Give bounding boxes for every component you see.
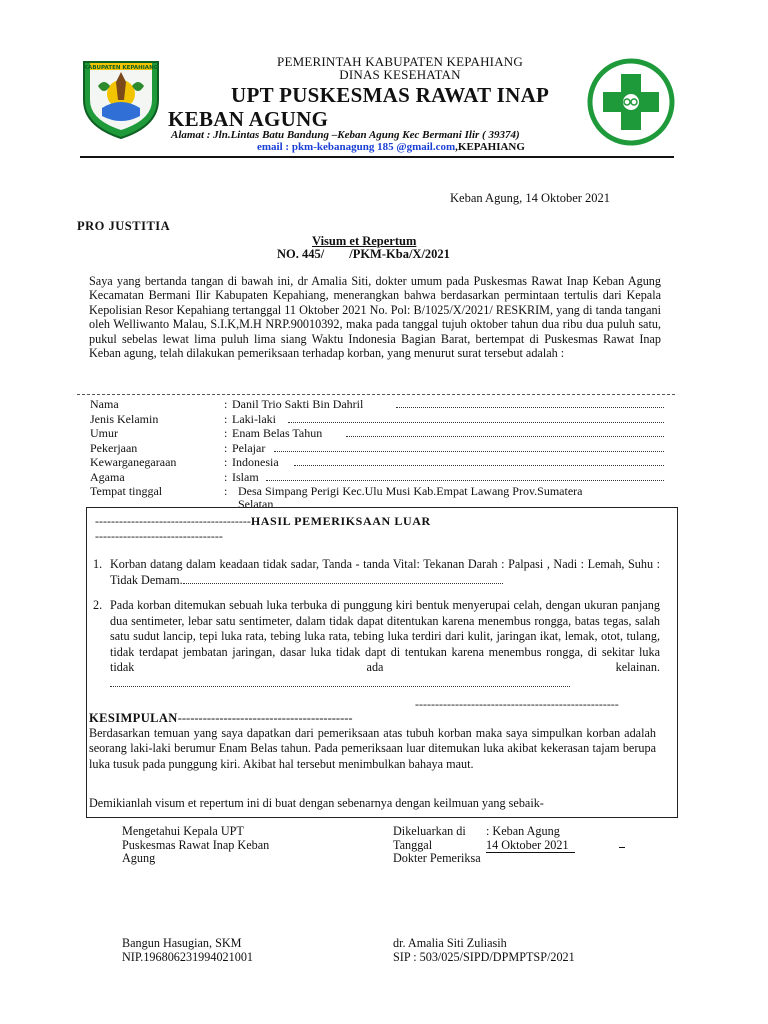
header-government: PEMERINTAH KABUPATEN KEPAHIANG bbox=[277, 54, 523, 69]
identity-value: Laki-laki bbox=[232, 411, 276, 426]
hasil-heading: HASIL PEMERIKSAAN LUAR bbox=[250, 514, 431, 528]
date-value: 14 Oktober 2021 bbox=[486, 839, 575, 854]
pro-justitia: PRO JUSTITIA bbox=[77, 219, 171, 233]
date-underline-mark bbox=[619, 847, 625, 848]
intro-paragraph: Saya yang bertanda tangan di bawah ini, dr Amalia Siti, dokter umum pada Puskesmas Rawat Inap Keban Agung Kecamatan Bermani Ilir Kabupaten Kepahiang, menerangkan bahwa berdasarkan permintaan tertulis dari Kepala Kepolisian Resor Kepahiang tertanggal 11 Oktober 2021 No. Pol: B/1025/X/2021/ RESKRIM, yang di tanda tangani oleh Welliwanto Malau, S.I.K,M.H NRP.90010392, maka pada tanggal tujuh oktober tahun dua ribu dua puluh satu, pukul sebelas lewat lima puluh lima siang Waktu Indonesia Bagian Barat, bertempat di Puskesmas Rawat Inap Keban agung, telah dilakukan pemeriksaan terhadap korban, yang menurut surat tersebut adalah : bbox=[89, 274, 661, 361]
letterhead-rule bbox=[80, 156, 674, 158]
identity-label: Tempat tinggal bbox=[90, 484, 163, 498]
identity-colon: : bbox=[224, 455, 228, 469]
identity-value: Pelajar bbox=[232, 440, 266, 455]
signature-right-role: Dokter Pemeriksa bbox=[393, 851, 481, 865]
identity-colon: : bbox=[224, 469, 228, 484]
signature-left-name-block bbox=[122, 937, 253, 964]
signature-left-block bbox=[122, 825, 269, 866]
identity-label: Nama bbox=[90, 397, 119, 411]
kesimpulan-heading: KESIMPULAN bbox=[89, 711, 178, 725]
signature-right-block bbox=[393, 825, 653, 866]
date-line: Keban Agung, 14 Oktober 2021 bbox=[450, 191, 611, 205]
kabupaten-kepahiang-logo bbox=[80, 56, 162, 140]
dotted-fill bbox=[274, 441, 664, 452]
identity-row bbox=[0, 412, 768, 427]
dotted-fill bbox=[288, 412, 664, 423]
identity-label: Jenis Kelamin bbox=[90, 411, 159, 426]
dotted-fill bbox=[396, 397, 664, 408]
kesimpulan-heading-row bbox=[89, 711, 353, 726]
header-org-line1: UPT PUSKESMAS RAWAT INAP bbox=[231, 83, 550, 107]
identity-value: Islam bbox=[232, 469, 259, 484]
signature-left-line3: Agung bbox=[122, 851, 156, 865]
dotted-fill bbox=[110, 676, 570, 687]
signature-right-name: dr. Amalia Siti Zuliasih bbox=[393, 936, 507, 950]
identity-value-continued: Selatan bbox=[238, 497, 274, 511]
identity-row bbox=[0, 397, 768, 412]
signature-left-line1: Mengetahui Kepala UPT bbox=[122, 824, 244, 838]
identity-colon: : bbox=[224, 397, 228, 411]
identity-label: Kewarganegaraan bbox=[90, 455, 177, 469]
document-title: Visum et Repertum bbox=[312, 234, 417, 248]
identity-colon: : bbox=[224, 426, 228, 440]
hasil-item-number: 2. bbox=[93, 598, 103, 612]
dotted-fill bbox=[346, 426, 664, 437]
issued-label: Dikeluarkan di bbox=[393, 824, 466, 838]
hasil-heading-row bbox=[95, 514, 431, 529]
signature-left-nip: NIP.196806231994021001 bbox=[122, 949, 254, 964]
closing-statement: Demikianlah visum et repertum ini di buat dengan sebenarnya dengan keilmuan yang sebaik- bbox=[89, 796, 544, 810]
kesimpulan-text: Berdasarkan temuan yang saya dapatkan dari pemeriksaan atas tubuh korban maka saya simpulkan korban adalah seorang laki-laki berumur Enam Belas tahun. Pada pemeriksaan luar ditemukan luka akibat kekerasan tajam berupa luka tusuk pada punggung kiri. Akibat hal tersebut menimbulkan bahaya maut. bbox=[89, 726, 656, 771]
identity-row bbox=[0, 455, 768, 470]
hasil-dash-left: --------------------------------------- bbox=[95, 514, 251, 528]
signature-right-sip: SIP : 503/025/SIPD/DPMPTSP/2021 bbox=[393, 949, 575, 964]
signature-left-line2: Puskesmas Rawat Inap Keban bbox=[122, 837, 270, 852]
header-address: Alamat : Jln.Lintas Batu Bandung –Keban Agung Kec Bermani Ilir ( 39374) bbox=[171, 129, 520, 141]
dotted-fill bbox=[294, 455, 664, 466]
header-org-line2: KEBAN AGUNG bbox=[168, 107, 329, 131]
puskesmas-logo bbox=[587, 58, 675, 146]
identity-row bbox=[0, 470, 768, 485]
email-suffix: ,KEPAHIANG bbox=[455, 141, 525, 153]
document-number: NO. 445/ /PKM-Kba/X/2021 bbox=[277, 247, 450, 261]
header-email bbox=[257, 141, 525, 153]
identity-row bbox=[0, 441, 768, 456]
signature-right-name-block bbox=[393, 937, 575, 964]
logo-caption: KABUPATEN KEPAHIANG bbox=[83, 65, 159, 71]
hasil-item-number: 1. bbox=[93, 557, 103, 571]
identity-value: Enam Belas Tahun bbox=[232, 426, 323, 440]
date-label: Tanggal bbox=[393, 837, 433, 852]
kesimpulan-dash: ------------------------------------------ bbox=[177, 711, 353, 725]
hasil-item-2 bbox=[110, 598, 660, 691]
identity-label: Umur bbox=[90, 426, 118, 440]
identity-row bbox=[0, 426, 768, 441]
identity-value: Danil Trio Sakti Bin Dahril bbox=[232, 397, 364, 411]
identity-colon: : bbox=[224, 484, 228, 498]
signature-left-name: Bangun Hasugian, SKM bbox=[122, 936, 242, 950]
hasil-dash-below: -------------------------------- bbox=[95, 529, 223, 543]
dotted-fill bbox=[183, 573, 503, 584]
header-department: DINAS KESEHATAN bbox=[339, 67, 461, 82]
issued-value: : Keban Agung bbox=[486, 824, 560, 838]
identity-label: Pekerjaan bbox=[90, 440, 138, 455]
identity-colon: : bbox=[224, 440, 228, 455]
identity-colon: : bbox=[224, 411, 228, 426]
issued-row bbox=[393, 825, 653, 839]
identity-label: Agama bbox=[90, 469, 125, 484]
hasil-item-2-text: Pada korban ditemukan sebuah luka terbuka di punggung kiri bentuk menyerupai celah, dengan ukuran panjang dua sentimeter, lebar satu sentimeter, dalam tidak dapat ditentukan karena menembus rongga, batas tegas, salah satu sudut lancip, tepi luka rata, tebing luka rata, tebing luka terdiri dari kulit, jaringan ikat, lemak, otot, tulang, tidak terdapat jembatan jaringan, dasar luka tidak dapt di tentukan karena menembus rongga, di sekitar luka tidak ada kelainan. bbox=[110, 598, 660, 674]
identity-value: Desa Simpang Perigi Kec.Ulu Musi Kab.Empat Lawang Prov.Sumatera bbox=[238, 484, 583, 498]
identity-value: Indonesia bbox=[232, 455, 279, 469]
hasil-item-1 bbox=[110, 557, 660, 588]
hasil-item-1-text: Korban datang dalam keadaan tidak sadar, Tanda - tanda Vital: Tekanan Darah : Palpasi , Nadi : Lemah, Suhu : Tidak Demam. bbox=[110, 557, 660, 587]
dash-separator bbox=[77, 394, 675, 395]
email-address: email : pkm-kebanagung 185 @gmail.com bbox=[257, 141, 456, 153]
date-row bbox=[393, 839, 653, 853]
hasil-dash-right: --------------------------------------------------- bbox=[415, 697, 619, 711]
dotted-fill bbox=[266, 470, 664, 481]
